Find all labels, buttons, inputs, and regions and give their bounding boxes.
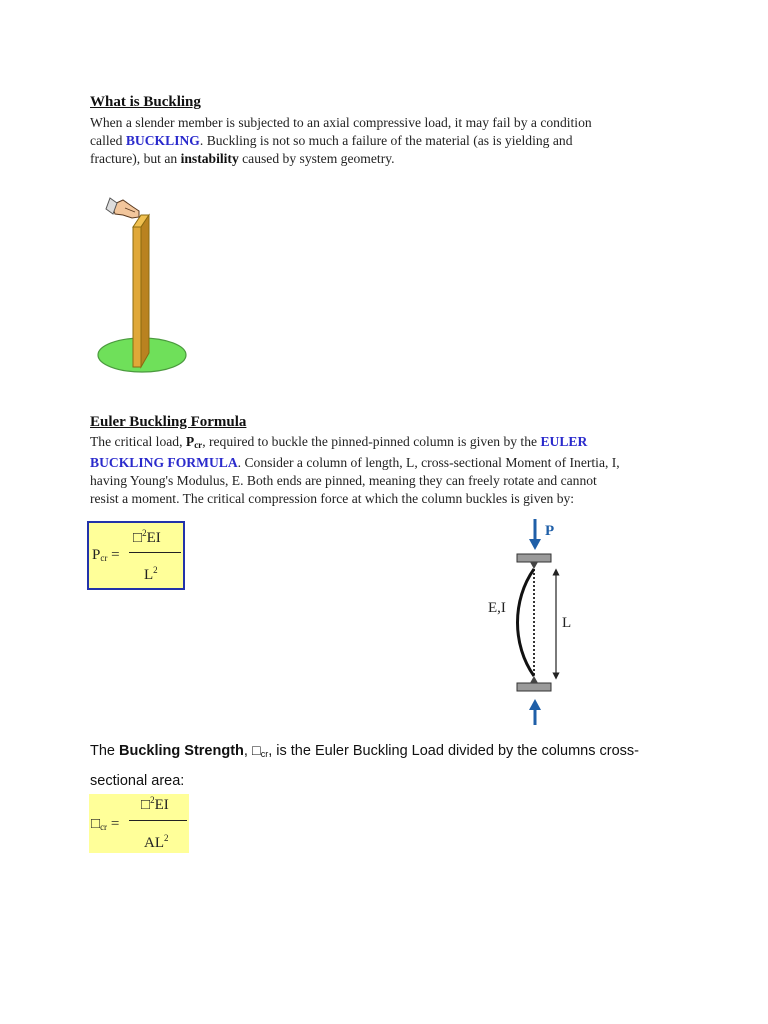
- section-heading-what-is-buckling: What is Buckling: [90, 94, 201, 110]
- l-letter: L: [144, 567, 154, 583]
- p-letter: P: [185, 434, 195, 449]
- column-front: [133, 227, 141, 367]
- cr-subscript: cr: [260, 749, 269, 759]
- exponent: 2: [150, 795, 155, 805]
- cr-subscript: cr: [100, 822, 108, 832]
- top-plate: [517, 554, 551, 562]
- formula-denominator: [144, 833, 169, 852]
- top-load-arrow-icon: [529, 519, 541, 550]
- sigma-cr-lhs: [91, 816, 119, 833]
- buckling-term: BUCKLING: [125, 133, 200, 148]
- para-line-4: resist a moment. The critical compression force at which the column buckles is given by:: [90, 491, 575, 506]
- fraction-bar: [129, 552, 181, 553]
- buckling-strength-formula-box: [89, 794, 189, 853]
- pi-glyph: □: [141, 797, 151, 813]
- text: The critical load,: [90, 434, 186, 449]
- buckled-column-curve: [518, 569, 535, 676]
- formula-numerator: [133, 528, 161, 547]
- bottom-load-arrow-icon: [529, 699, 541, 725]
- length-label: L: [562, 615, 572, 631]
- para-line-2: [90, 454, 690, 472]
- para-line-1: [90, 433, 690, 454]
- text: . Buckling is not so much a failure of the material (as is yielding and: [199, 133, 573, 148]
- sigma-glyph: □: [91, 816, 101, 832]
- para-line-3: [90, 150, 670, 168]
- al-text: AL: [144, 835, 164, 851]
- para-line-1: [90, 738, 690, 768]
- formula-denominator: [144, 565, 158, 584]
- text: fracture), but an: [90, 151, 181, 166]
- text: , required to buckle the pinned-pinned column is given by the: [202, 434, 541, 449]
- text: ,: [243, 743, 252, 759]
- buckling-strength-term: Buckling Strength: [119, 743, 244, 759]
- para-line-2: sectional area:: [90, 773, 185, 789]
- pinned-column-diagram: [480, 515, 590, 730]
- pi-glyph: □: [133, 530, 143, 546]
- pcr-symbol: [186, 434, 202, 449]
- ei-text: EI: [154, 797, 169, 813]
- para-line-1: When a slender member is subjected to an axial compressive load, it may fail by a condition: [90, 115, 592, 130]
- para-line-3: having Young's Modulus, E. Both ends are pinned, meaning they can freely rotate and cannot: [90, 473, 597, 488]
- exponent: 2: [142, 528, 147, 538]
- exponent: 2: [153, 565, 158, 575]
- buckling-formula-term: BUCKLING FORMULA: [90, 455, 238, 470]
- p-letter: P: [92, 547, 101, 563]
- exponent: 2: [164, 833, 169, 843]
- ei-text: EI: [146, 530, 161, 546]
- pcr-lhs: [92, 547, 120, 564]
- ei-label: E,I: [488, 600, 506, 616]
- euler-term: EULER: [540, 434, 588, 449]
- euler-formula-box: [87, 521, 185, 590]
- load-label: P: [545, 523, 555, 539]
- instability-term: instability: [180, 151, 239, 166]
- sigma-glyph: □: [251, 743, 261, 759]
- cr-subscript: cr: [100, 553, 108, 563]
- column-illustration: [95, 190, 195, 385]
- equals-sign: =: [107, 547, 120, 563]
- column-side: [141, 215, 149, 367]
- buckling-paragraph: [90, 114, 670, 168]
- euler-paragraph: [90, 433, 690, 508]
- text: The: [90, 743, 120, 759]
- equals-sign: =: [107, 816, 120, 832]
- buckling-strength-paragraph: [90, 738, 690, 795]
- hand-icon: [106, 198, 139, 218]
- bottom-plate: [517, 683, 551, 691]
- cr-subscript: cr: [194, 440, 203, 450]
- fraction-bar: [129, 820, 187, 821]
- para-line-2: [90, 132, 670, 150]
- text: called: [90, 133, 126, 148]
- text: caused by system geometry.: [238, 151, 395, 166]
- section-heading-euler-formula: Euler Buckling Formula: [90, 414, 247, 430]
- formula-numerator: [141, 795, 169, 814]
- text: , is the Euler Buckling Load divided by the columns cross-: [268, 743, 639, 759]
- text: . Consider a column of length, L, cross-sectional Moment of Inertia, I,: [237, 455, 620, 470]
